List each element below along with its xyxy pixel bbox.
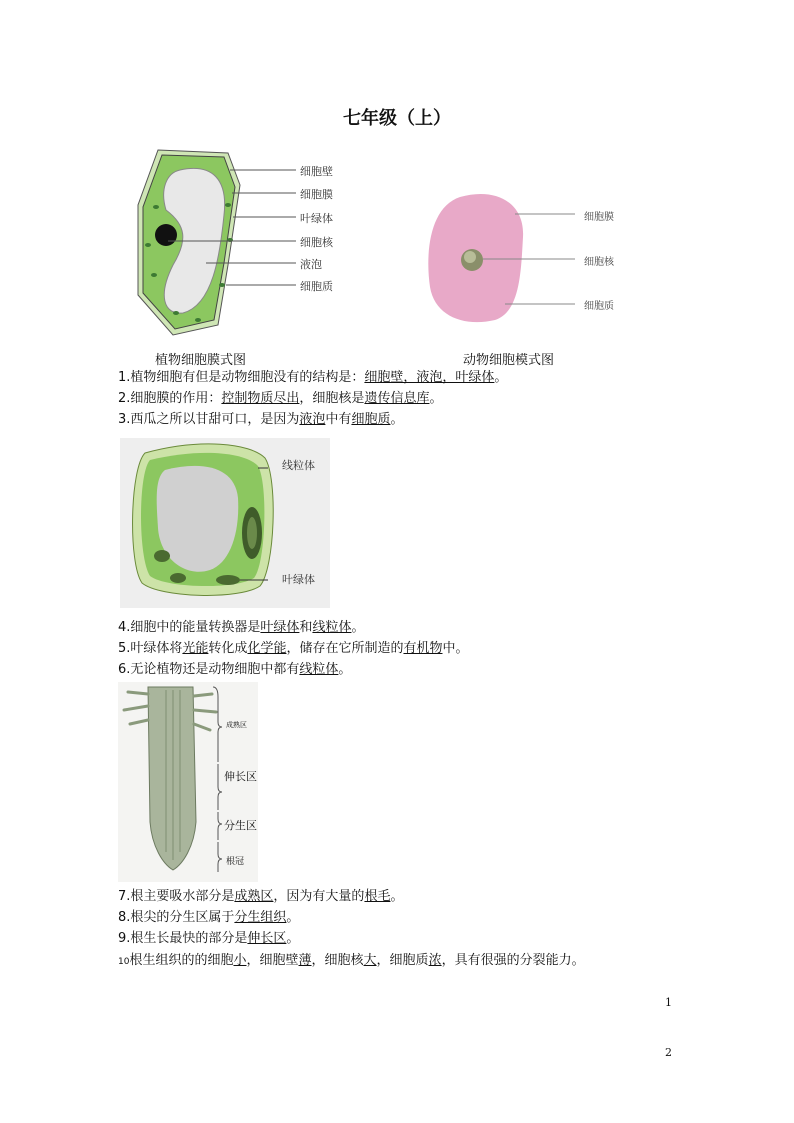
- plant-cell-diagram: [118, 145, 378, 345]
- question-2: 2.细胞膜的作用：控制物质尽出，细胞核是遗传信息库。: [118, 391, 443, 406]
- question-4: 4.细胞中的能量转换器是叶绿体和线粒体。: [118, 620, 365, 635]
- question-6: 6.无论植物还是动物细胞中都有线粒体。: [118, 662, 352, 677]
- question-1: 1.植物细胞有但是动物细胞没有的结构是：细胞壁，液泡，叶绿体。: [118, 370, 508, 385]
- label-elongation-zone: 伸长区: [224, 770, 257, 783]
- label-cytoplasm: 细胞质: [300, 280, 333, 293]
- label-root-cap: 根冠: [226, 857, 245, 867]
- label-mitochondria: 线粒体: [282, 459, 315, 472]
- label-nucleus: 细胞核: [300, 236, 333, 249]
- page-number-2: 2: [665, 1046, 672, 1059]
- page-number-1: 1: [665, 996, 672, 1009]
- animal-label-membrane: 细胞膜: [584, 212, 614, 223]
- animal-label-cytoplasm: 细胞质: [584, 301, 614, 312]
- caption-animal: 动物细胞模式图: [463, 353, 555, 368]
- label-meristem-zone: 分生区: [224, 819, 257, 832]
- question-8: 8.根尖的分生区属于分生组织。: [118, 910, 300, 925]
- question-7: 7.根主要吸水部分是成熟区，因为有大量的根毛。: [118, 889, 404, 904]
- question-10: 10根生组织的的细胞小，细胞壁薄，细胞核大，细胞质浓，具有很强的分裂能力。: [118, 953, 585, 968]
- label-vacuole: 液泡: [300, 258, 322, 271]
- question-9: 9.根生长最快的部分是伸长区。: [118, 931, 300, 946]
- caption-plant: 植物细胞膜式图: [155, 353, 247, 368]
- label-chloroplast: 叶绿体: [300, 212, 333, 225]
- label-maturation-zone: 成熟区: [226, 721, 247, 729]
- page-title: 七年级（上）: [343, 108, 451, 129]
- animal-label-nucleus: 细胞核: [584, 257, 614, 268]
- label-cell-wall: 细胞壁: [300, 165, 333, 178]
- label-cell-membrane: 细胞膜: [300, 188, 333, 201]
- question-3: 3.西瓜之所以甘甜可口，是因为液泡中有细胞质。: [118, 412, 404, 427]
- question-5: 5.叶绿体将光能转化成化学能，储存在它所制造的有机物中。: [118, 641, 469, 656]
- label-chloroplast-2: 叶绿体: [282, 573, 315, 586]
